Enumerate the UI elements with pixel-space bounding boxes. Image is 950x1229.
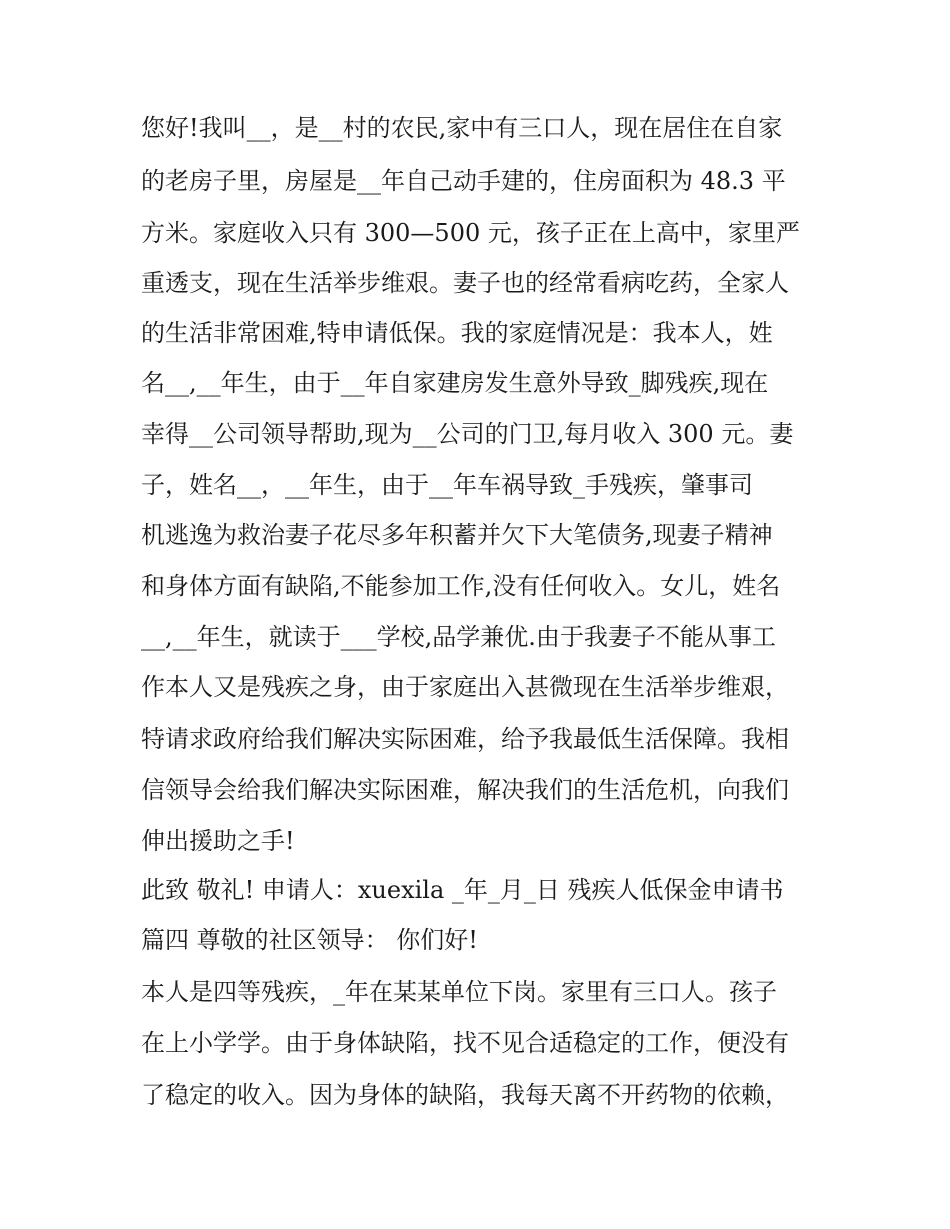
text-line: 幸得__公司领导帮助,现为__公司的门卫,每月收入 300 元。妻: [141, 420, 794, 448]
text-line: 本人是四等残疾，_年在某某单位下岗。家里有三口人。孩子: [141, 978, 777, 1006]
text-line: 作本人又是残疾之身，由于家庭出入甚微现在生活举步维艰，: [141, 673, 789, 701]
text-line: 子，姓名__，__年生，由于__年车祸导致_手残疾，肇事司: [141, 471, 753, 499]
text-line: 此致 敬礼! 申请人：xuexila _年_月_日 残疾人低保金申请书: [141, 876, 784, 904]
text-line: 方米。家庭收入只有 300—500 元，孩子正在上高中，家里严: [141, 219, 800, 247]
text-line: 的老房子里，房屋是__年自己动手建的，住房面积为 48.3 平: [141, 167, 786, 195]
text-line: 信领导会给我们解决实际困难，解决我们的生活危机，向我们: [141, 776, 789, 804]
text-line: __,__年生，就读于___学校,品学兼优.由于我妻子不能从事工: [141, 623, 776, 651]
text-line: 篇四 尊敬的社区领导： 你们好!: [141, 926, 478, 954]
text-line: 伸出援助之手!: [141, 827, 295, 855]
text-line: 的生活非常困难,特申请低保。我的家庭情况是：我本人，姓: [141, 319, 773, 347]
text-line: 机逃逸为救治妻子花尽多年积蓄并欠下大笔债务,现妻子精神: [141, 521, 773, 549]
text-line: 重透支，现在生活举步维艰。妻子也的经常看病吃药，全家人: [141, 269, 789, 297]
text-line: 名__,__年生，由于__年自家建房发生意外导致_脚残疾,现在: [141, 369, 769, 397]
text-line: 了稳定的收入。因为身体的缺陷，我每天离不开药物的依赖，: [141, 1081, 789, 1109]
text-line: 和身体方面有缺陷,不能参加工作,没有任何收入。女儿，姓名: [141, 572, 781, 600]
text-line: 在上小学学。由于身体缺陷，找不见合适稳定的工作，便没有: [141, 1029, 789, 1057]
text-line: 您好!我叫__，是__村的农民,家中有三口人，现在居住在自家: [141, 114, 783, 142]
text-line: 特请求政府给我们解决实际困难，给予我最低生活保障。我相: [141, 725, 789, 753]
